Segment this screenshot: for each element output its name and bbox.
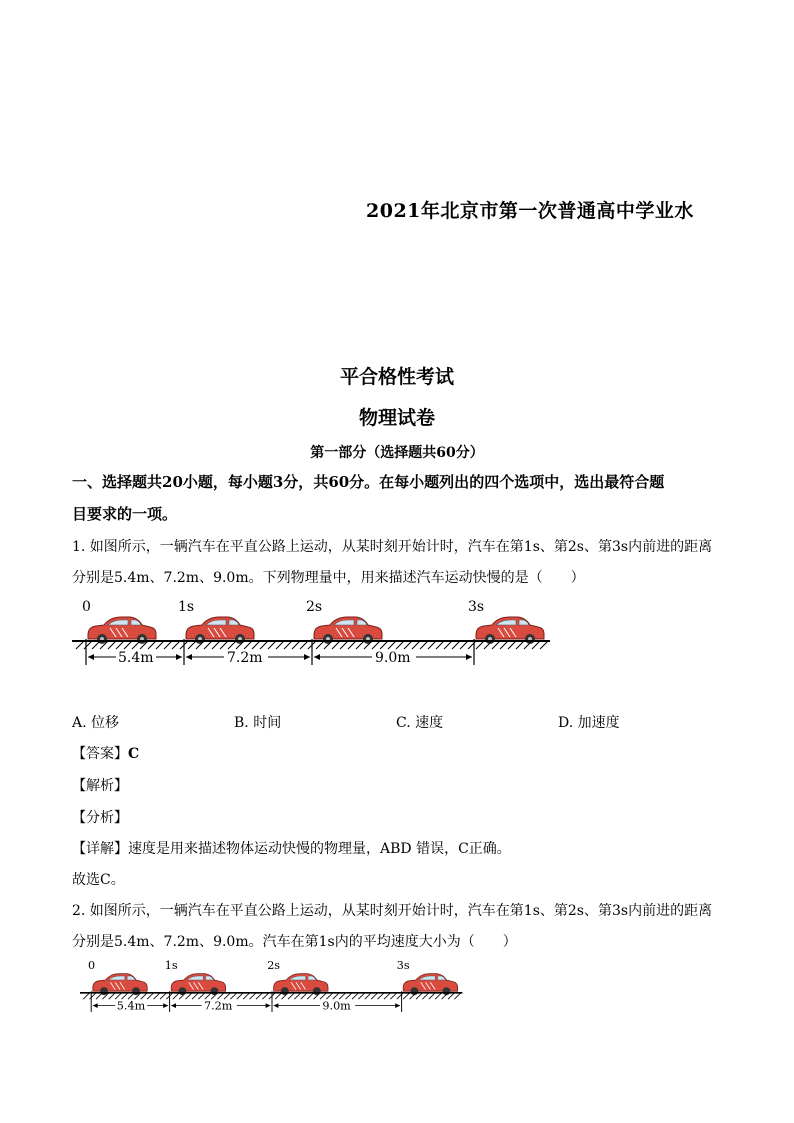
distance-label-2: 7.2m	[227, 650, 263, 666]
option-text: 速度	[415, 715, 444, 731]
car-icon	[403, 974, 457, 996]
time-labels	[82, 599, 484, 615]
q2-stem-line1: 2. 如图所示，一辆汽车在平直公路上运动，从某时刻开始计时，汽车在第1s、第2s、第3s内前进的距离	[72, 903, 713, 919]
option-text: 加速度	[577, 715, 620, 731]
option-c	[396, 712, 443, 732]
q1-answer	[72, 743, 139, 763]
answer-label: 【答案】	[72, 746, 128, 762]
section-instruction-line1: 一、选择题共20小题，每小题3分，共60分。在每小题列出的四个选项中，选出最符合题	[72, 473, 665, 491]
exam-subject-title: 物理试卷	[358, 407, 435, 429]
option-text: 位移	[91, 715, 120, 731]
option-letter: A.	[72, 715, 87, 731]
car-icon	[171, 974, 225, 996]
section-instruction-line2: 目要求的一项。	[72, 505, 178, 523]
time-label-3s: 3s	[396, 958, 410, 972]
exam-title-line1: 2021年北京市第一次普通高中学业水	[366, 200, 694, 222]
option-a	[72, 712, 119, 732]
distance-label-1: 5.4m	[116, 999, 146, 1013]
detail-label: 【详解】	[72, 841, 128, 857]
time-labels	[88, 959, 410, 972]
time-label-2s: 2s	[306, 599, 323, 615]
time-label-0: 0	[82, 599, 91, 615]
car-icon	[314, 617, 382, 644]
q1-car-figure	[72, 595, 552, 675]
answer-value: C	[128, 746, 140, 762]
q1-stem-line2: 分别是5.4m、7.2m、9.0m。下列物理量中，用来描述汽车运动快慢的是（ ）	[72, 570, 585, 586]
time-label-2s: 2s	[267, 958, 281, 972]
q1-fenxi-label: 【分析】	[72, 810, 128, 826]
distance-label-1: 5.4m	[118, 650, 154, 666]
car-icon	[93, 974, 147, 996]
option-text: 时间	[253, 715, 282, 731]
option-letter: B.	[234, 715, 249, 731]
distance-label-2: 7.2m	[204, 999, 233, 1013]
exam-title-line2: 平合格性考试	[339, 366, 454, 388]
car-icon	[186, 617, 254, 644]
option-letter: D.	[558, 715, 574, 731]
q2-car-figure	[72, 956, 472, 1020]
car-icon	[274, 974, 328, 996]
time-label-3s: 3s	[468, 599, 485, 615]
option-b	[234, 712, 281, 732]
option-d	[558, 712, 620, 732]
time-label-1s: 1s	[164, 958, 178, 972]
time-label-0: 0	[88, 958, 96, 972]
q1-analysis-label: 【解析】	[72, 778, 128, 794]
q1-stem-line1: 1. 如图所示，一辆汽车在平直公路上运动，从某时刻开始计时，汽车在第1s、第2s、第3s内前进的距离	[72, 539, 713, 555]
q2-stem-line2: 分别是5.4m、7.2m、9.0m。汽车在第1s内的平均速度大小为（ ）	[72, 934, 517, 950]
detail-text: 速度是用来描述物体运动快慢的物理量，ABD 错误，C正确。	[128, 841, 511, 857]
distance-label-3: 9.0m	[322, 999, 351, 1013]
q1-detail	[72, 838, 511, 858]
option-letter: C.	[396, 715, 411, 731]
distance-label-3: 9.0m	[375, 650, 411, 666]
car-icon	[476, 617, 544, 644]
car-icon	[88, 617, 156, 644]
time-label-1s: 1s	[178, 599, 195, 615]
part-title: 第一部分（选择题共60分）	[310, 445, 484, 461]
q1-conclusion: 故选C。	[72, 872, 125, 888]
